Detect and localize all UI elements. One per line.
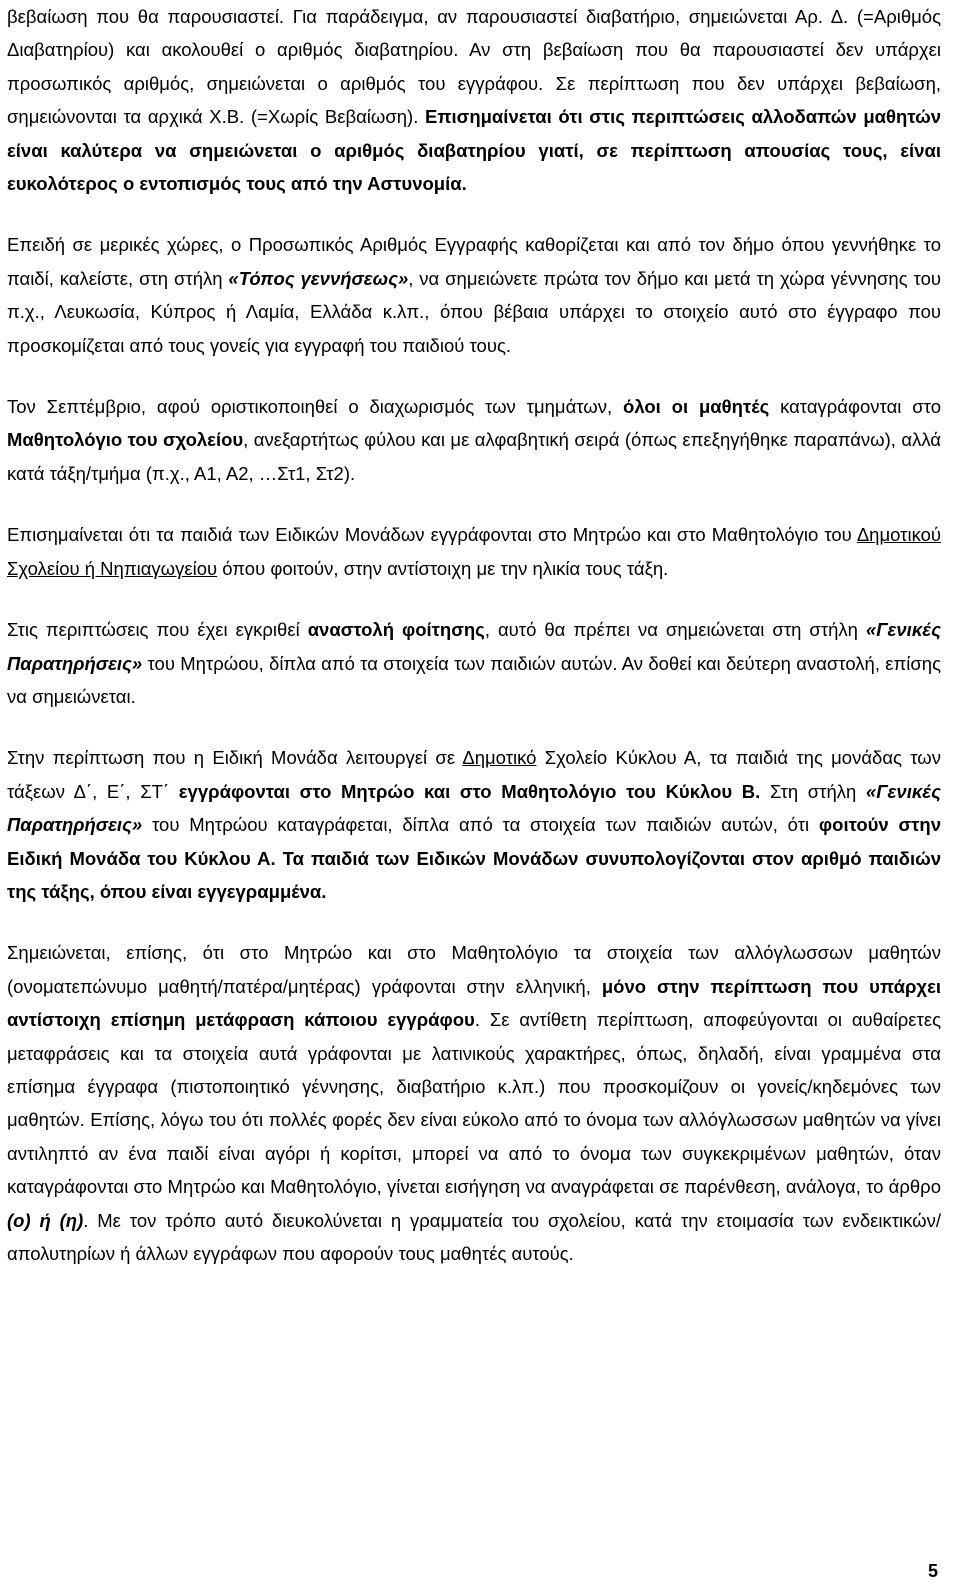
text (276, 848, 283, 869)
paragraph-place-of-birth (7, 228, 941, 362)
text-certificate-note: βεβαίωση που θα παρουσιαστεί. Για παράδειγμα, αν παρουσιαστεί διαβατήριο, σημειώνεται Αρ. Δ. (=Αριθμός Διαβατηρίου) και ακολουθεί ο αριθμός διαβατηρίου. Αν στη βεβαίωση που θα παρουσιαστεί δεν υπάρχει προσωπικός αριθμός, σημειώνεται ο αριθμός του εγγράφου. Σε περίπτωση που δεν υπάρχει βεβαίωση, σημειώνονται τα αρχικά Χ.Β. (=Χωρίς Βεβαίωση). (7, 6, 941, 128)
text: , να σημειώνετε πρώτα τον δήμο και μετά τη χώρα γέννησης του π.χ., Λευκωσία, Κύπρος ή Λαμία, Ελλάδα κ.λπ., όπου βέβαια υπάρχει το στοιχείο αυτό στο έγγραφο που προσκομίζεται από τους γονείς για εγγραφή του παιδιού τους. (7, 267, 941, 356)
column-name-general-remarks: «Γενικές Παρατηρήσεις» (7, 619, 941, 674)
paragraph-birth-certificate (7, 0, 941, 200)
page-number: 5 (927, 1561, 938, 1581)
emphasis-suspension: αναστολή φοίτησης (307, 619, 485, 641)
paragraph-special-units (7, 518, 941, 585)
text: Σημειώνεται, επίσης, ότι στο Μητρώο και στο Μαθητολόγιο τα στοιχεία των αλλόγλωσσων μαθητών (ονοματεπώνυμο μαθητή/πατέρα/μητέρας) γράφονται στην ελληνική, (7, 942, 941, 997)
article-o-or-i: (ο) ή (η) (7, 1209, 84, 1231)
emphasis-attend-cycle-a: φοιτούν στην Ειδική Μονάδα του Κύκλου Α. (7, 814, 941, 869)
text: . Με τον τρόπο αυτό διευκολύνεται η γραμματεία του σχολείου, κατά την ετοιμασία των ενδεικτικών/απολυτηρίων ή άλλων εγγράφων που αφορούν τους μαθητές αυτούς. (7, 1209, 941, 1264)
emphasis-all-students: όλοι οι μαθητές (623, 396, 770, 418)
text-foreign-students-note: Επισημαίνεται ότι στις περιπτώσεις αλλοδαπών μαθητών είναι καλύτερα να σημειώνεται ο αριθμός διαβατηρίου γιατί, σε περίπτωση απουσίας τους, είναι ευκολότερος ο εντοπισμός τους από την Αστυνομία. (7, 106, 942, 195)
text: Επειδή σε μερικές χώρες, ο Προσωπικός Αριθμός Εγγραφής καθορίζεται και από τον δήμο όπου γεννήθηκε το παιδί, καλείστε, στη στήλη (7, 234, 941, 289)
emphasis-registered-cycle-b: εγγράφονται στο Μητρώο και στο Μαθητολόγιο του Κύκλου Β. (178, 780, 761, 802)
text: . Σε αντίθετη περίπτωση, αποφεύγονται οι αυθαίρετες μεταφράσεις και τα στοιχεία αυτά γράφονται με λατινικούς χαρακτήρες, όπως, δηλαδή, είναι γραμμένα στα επίσημα έγγραφα (πιστοποιητικό γέννησης, διαβατήριο κ.λπ.) που προσκομίζουν οι γονείς/κηδεμόνες των μαθητών. Επίσης, λόγω του ότι πολλές φορές δεν είναι εύκολο από το όνομα των αλλόγλωσσων μαθητών να γίνει αντιληπτό αν ένα παιδί είναι αγόρι ή κορίτσι, μπορεί να από το όνομα των συγκεκριμένων μαθητών, όταν καταγράφονται στο Μητρώο και Μαθητολόγιο, γίνεται εισήγηση να αναγράφεται σε παρένθεση, ανάλογα, το άρθρο (7, 1009, 941, 1198)
underlined-school-type: Δημοτικού Σχολείου ή Νηπιαγωγείου (7, 524, 941, 579)
emphasis-official-translation: μόνο στην περίπτωση που υπάρχει αντίστοιχη επίσημη μετάφραση κάποιου εγγράφου (7, 975, 941, 1031)
text: Στην περίπτωση που η Ειδική Μονάδα λειτουργεί σε (7, 747, 463, 769)
document-page (7, 0, 941, 1270)
emphasis-school-registry: Μαθητολόγιο του σχολείου (7, 429, 244, 451)
text: Στις περιπτώσεις που έχει εγκριθεί (7, 619, 308, 641)
text: Τον Σεπτέμβριο, αφού οριστικοποιηθεί ο διαχωρισμός των τμημάτων, (7, 396, 624, 418)
text: του Μητρώου καταγράφεται, δίπλα από τα στοιχεία των παιδιών αυτών, ότι (142, 814, 819, 836)
text: Σχολείο Κύκλου Α, τα παιδιά της μονάδας των τάξεων Δ΄, Ε΄, ΣΤ΄ (7, 747, 941, 802)
paragraph-foreign-language-students (7, 936, 941, 1270)
text: Επισημαίνεται ότι τα παιδιά των Ειδικών Μονάδων εγγράφονται στο Μητρώο και στο Μαθητολόγιο του (7, 524, 857, 546)
paragraph-september-registry (7, 390, 941, 490)
text: , αυτό θα πρέπει να σημειώνεται στη στήλη (484, 619, 866, 641)
paragraph-cycle-a-special-unit (7, 741, 941, 908)
column-name-general-remarks: «Γενικές Παρατηρήσεις» (7, 780, 942, 836)
underlined-primary: Δημοτικό (462, 747, 537, 769)
column-name-place-of-birth: «Τόπος γεννήσεως» (228, 267, 409, 289)
text: καταγράφονται στο (769, 396, 941, 418)
text: Στη στήλη (760, 780, 866, 802)
emphasis-counted-in-class: Τα παιδιά των Ειδικών Μονάδων συνυπολογίζονται στον αριθμό παιδιών της τάξης, όπου είναι εγγεγραμμένα. (7, 847, 942, 902)
text: , ανεξαρτήτως φύλου και με αλφαβητική σειρά (όπως επεξηγήθηκε παραπάνω), αλλά κατά τάξη/τμήμα (π.χ., Α1, Α2, …Στ1, Στ2). (7, 429, 941, 484)
text: όπου φοιτούν, στην αντίστοιχη με την ηλικία τους τάξη. (217, 557, 669, 579)
text: του Μητρώου, δίπλα από τα στοιχεία των παιδιών αυτών. Αν δοθεί και δεύτερη αναστολή, επίσης να σημειώνεται. (7, 652, 941, 707)
paragraph-attendance-suspension (7, 613, 941, 713)
